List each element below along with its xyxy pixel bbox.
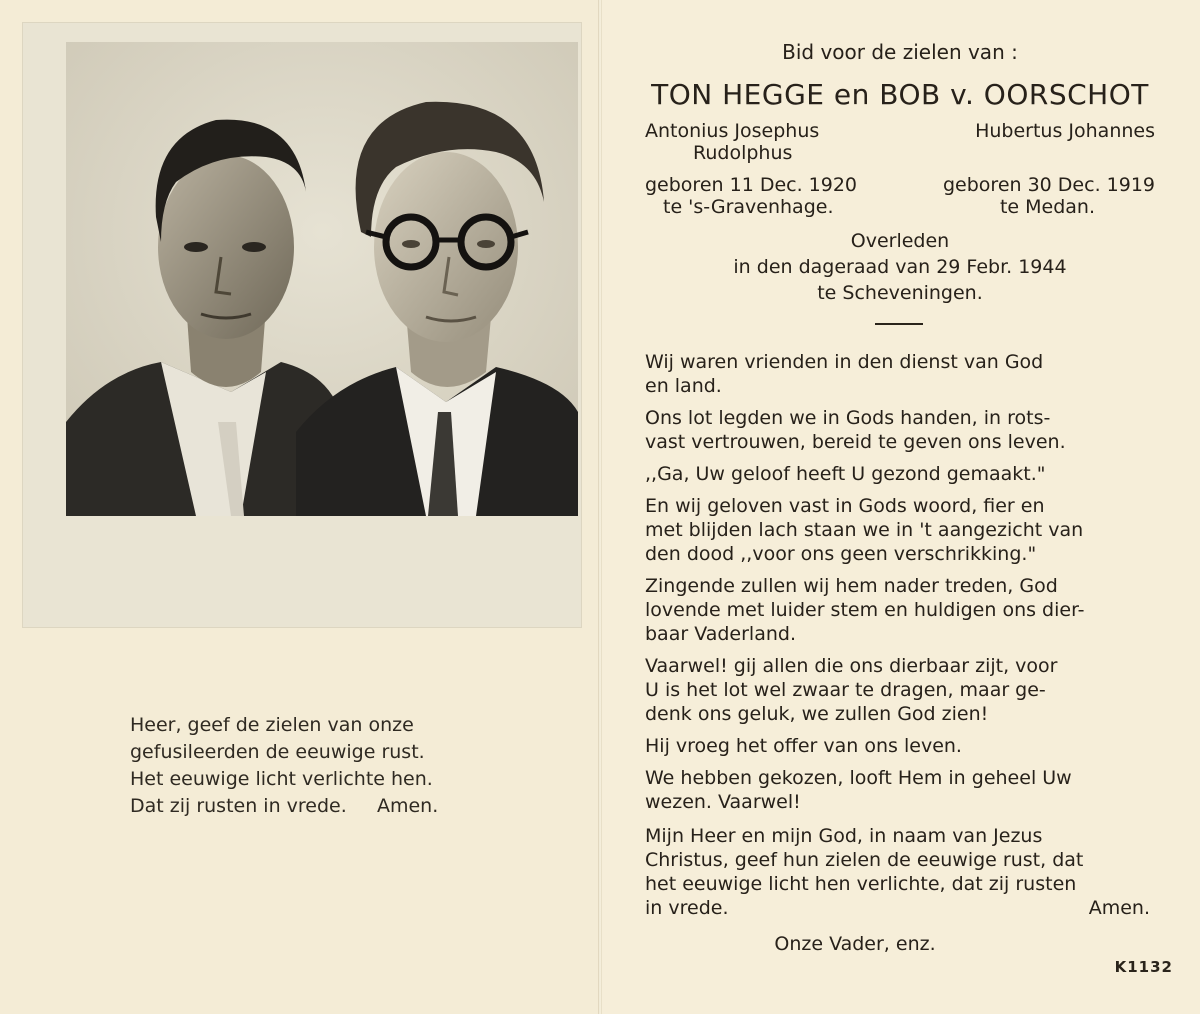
paragraph-line: vast vertrouwen, bereid te geven ons leven. [645,431,1066,453]
paragraph-line: denk ons geluk, we zullen God zien! [645,703,989,725]
paragraph-line: ,,Ga, Uw geloof heeft U gezond gemaakt." [645,463,1046,485]
paragraph-1 [645,350,1150,398]
portrait-photo-image [66,42,578,516]
card-fold [598,0,602,1014]
person1-given-names-line2: Rudolphus [693,142,793,164]
names-title: TON HEGGE en BOB v. OORSCHOT [651,78,1149,111]
paragraph-line: Vaarwel! gij allen die ons dierbaar zijt, voor [645,655,1058,677]
paragraph-line: Hij vroeg het offer van ons leven. [645,735,962,757]
prayer-text [130,712,510,820]
paragraph-4 [645,494,1150,566]
paragraph-last-line [645,896,1150,920]
paragraph-3 [645,462,1150,486]
paragraph-line: Mijn Heer en mijn God, in naam van Jezus [645,825,1043,847]
death-info [645,228,1155,306]
amen-label: Amen. [1088,897,1150,919]
paragraph-5 [645,574,1150,646]
card-code: K1132 [1114,958,1173,976]
person2-born: geboren 30 Dec. 1919 [942,174,1155,196]
paragraph-line: Ons lot legden we in Gods handen, in rots- [645,407,1051,429]
paragraph-line: Zingende zullen wij hem nader treden, God [645,575,1058,597]
paragraph-line: En wij geloven vast in Gods woord, fier en [645,495,1045,517]
person1-given-names [645,120,895,164]
paragraph-line: met blijden lach staan we in 't aangezicht van [645,519,1084,541]
closing-line: Onze Vader, enz. [774,933,936,955]
prayer-line: Het eeuwige licht verlichte hen. [130,768,433,790]
paragraph-line: baar Vaderland. [645,623,796,645]
person1-place: te 's-Gravenhage. [663,196,834,218]
prayer-line: Heer, geef de zielen van onze [130,714,414,736]
paragraph-line: U is het lot wel zwaar te dragen, maar ge- [645,679,1046,701]
person1-given-names-line1: Antonius Josephus [645,120,820,142]
paragraph-2 [645,406,1150,454]
paragraph-9 [645,824,1150,920]
paragraph-8 [645,766,1150,814]
divider [875,323,923,325]
paragraph-line: Christus, geef hun zielen de eeuwige rust, dat [645,849,1084,871]
person2-birth [915,174,1155,218]
person2-given-names: Hubertus Johannes [975,120,1155,142]
person1-born: geboren 11 Dec. 1920 [645,174,858,196]
photo-frame [22,22,582,628]
death-line-2: in den dageraad van 29 Febr. 1944 [733,256,1067,278]
person2-place: te Medan. [999,196,1095,218]
paragraph-line: lovende met luider stem en huldigen ons dier- [645,599,1085,621]
prayer-line: gefusileerden de eeuwige rust. [130,741,425,763]
paragraph-line: We hebben gekozen, looft Hem in geheel Uw [645,767,1072,789]
intro-line: Bid voor de zielen van : [782,40,1018,64]
paragraph-line: Wij waren vrienden in den dienst van God [645,351,1044,373]
paragraph-line: het eeuwige licht hen verlichte, dat zij rusten [645,873,1077,895]
paragraph-line: den dood ,,voor ons geen verschrikking." [645,543,1037,565]
portrait-photo [66,42,578,516]
prayer-line: Dat zij rusten in vrede. Amen. [130,795,439,817]
paragraph-line: in vrede. [645,897,729,919]
birth-row [645,174,1155,224]
death-line-3: te Scheveningen. [817,282,983,304]
given-names-row [645,120,1155,170]
paragraph-6 [645,654,1150,726]
paragraph-line: wezen. Vaarwel! [645,791,801,813]
paragraph-line: en land. [645,375,722,397]
death-line-1: Overleden [850,230,950,252]
paragraph-7 [645,734,1150,758]
person1-birth [645,174,895,218]
